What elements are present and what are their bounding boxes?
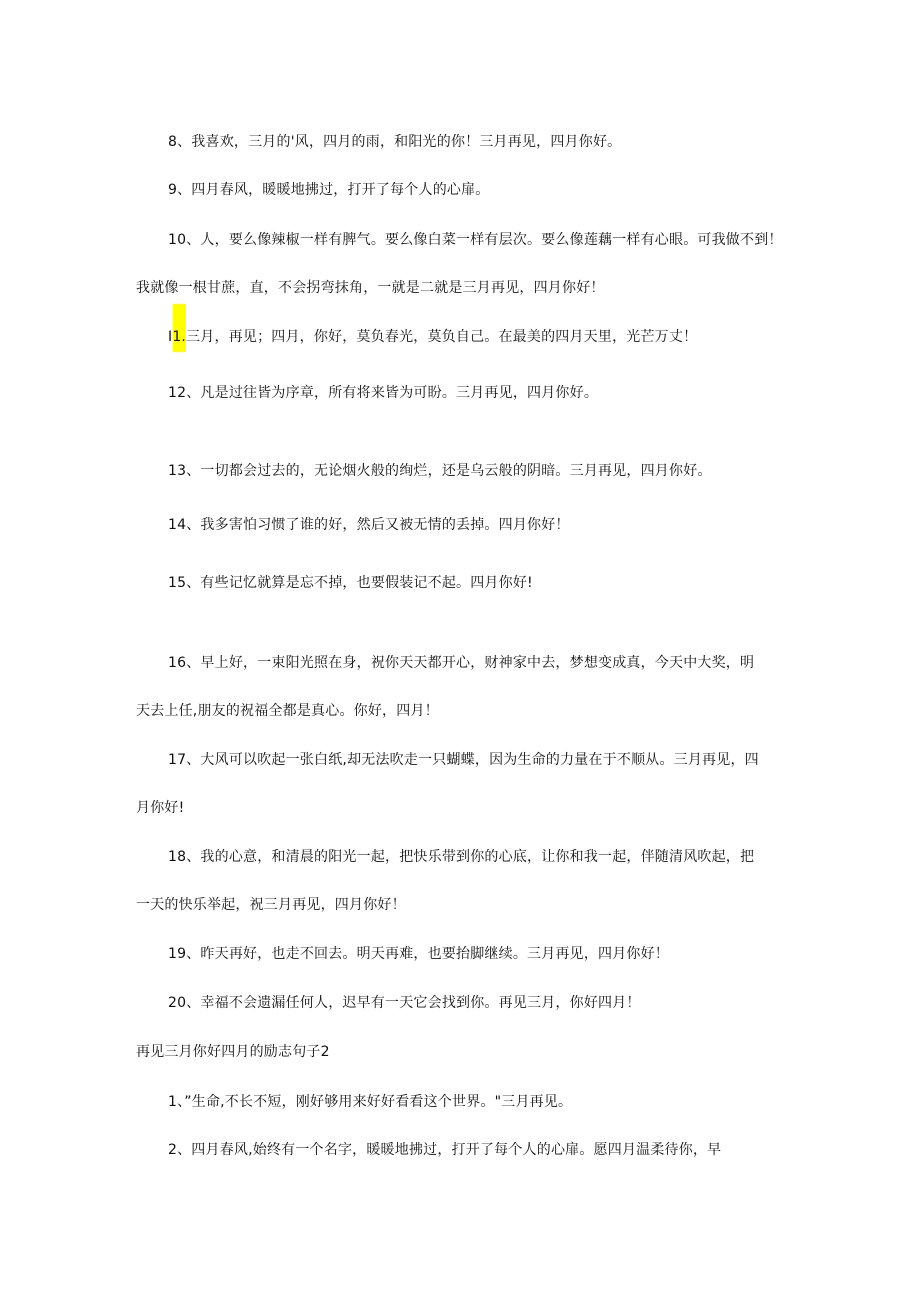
text-line: 20、幸福不会遗漏任何人，迟早有一天它会找到你。再见三月，你好四月！ [168, 995, 641, 1011]
text-line: 17、大风可以吹起一张白纸,却无法吹走一只蝴蝶，因为生命的力量在于不顺从。三月再见，四 [168, 752, 759, 768]
text-line: I1.三月，再见；四月，你好，莫负春光，莫负自己。在最美的四月天里，光芒万丈！ [168, 329, 698, 345]
text-line: 2、四月春风,始终有一个名字，暖暖地拂过，打开了每个人的心扉。愿四月温柔待你，早 [168, 1142, 722, 1158]
text-line: 9、四月春风，暖暖地拂过，打开了每个人的心扉。 [168, 182, 490, 198]
text-line: 12、凡是过往皆为序章，所有将来皆为可盼。三月再见，四月你好。 [168, 385, 599, 401]
text-line: 8、我喜欢，三月的'风，四月的雨，和阳光的你！三月再见，四月你好。 [168, 134, 622, 150]
text-line: 一天的快乐举起，祝三月再见，四月你好！ [136, 897, 406, 913]
text-line: 1、”生命,不长不短，刚好够用来好好看看这个世界。"三月再见。 [168, 1094, 573, 1110]
text-line: 月你好! [136, 800, 185, 816]
text-line: 15、有些记忆就算是忘不掉，也要假装记不起。四月你好! [168, 575, 533, 591]
text-line: 19、昨天再好，也走不回去。明天再难，也要抬脚继续。三月再见，四月你好！ [168, 946, 670, 962]
text-line: 18、我的心意，和清晨的阳光一起，把快乐带到你的心底，让你和我一起，伴随清风吹起，把 [168, 849, 755, 865]
section-heading: 再见三月你好四月的励志句子2 [136, 1044, 330, 1060]
text-line: 10、人，要么像辣椒一样有脾气。要么像白菜一样有层次。要么像莲藕一样有心眼。可我做不到！ [168, 232, 783, 248]
text-line: 14、我多害怕习惯了谁的好，然后又被无情的丢掉。四月你好！ [168, 517, 570, 533]
text-line: 16、早上好，一束阳光照在身，祝你天天都开心，财神家中去，梦想变成真，今天中大奖，明 [168, 655, 755, 671]
text-line: 13、一切都会过去的，无论烟火般的绚烂，还是乌云般的阴暗。三月再见，四月你好。 [168, 463, 712, 479]
text-line: 天去上任,朋友的祝福全都是真心。你好，四月！ [136, 703, 439, 719]
text-line: 我就像一根甘蔗，直，不会拐弯抹角，一就是二就是三月再见，四月你好！ [136, 280, 605, 296]
